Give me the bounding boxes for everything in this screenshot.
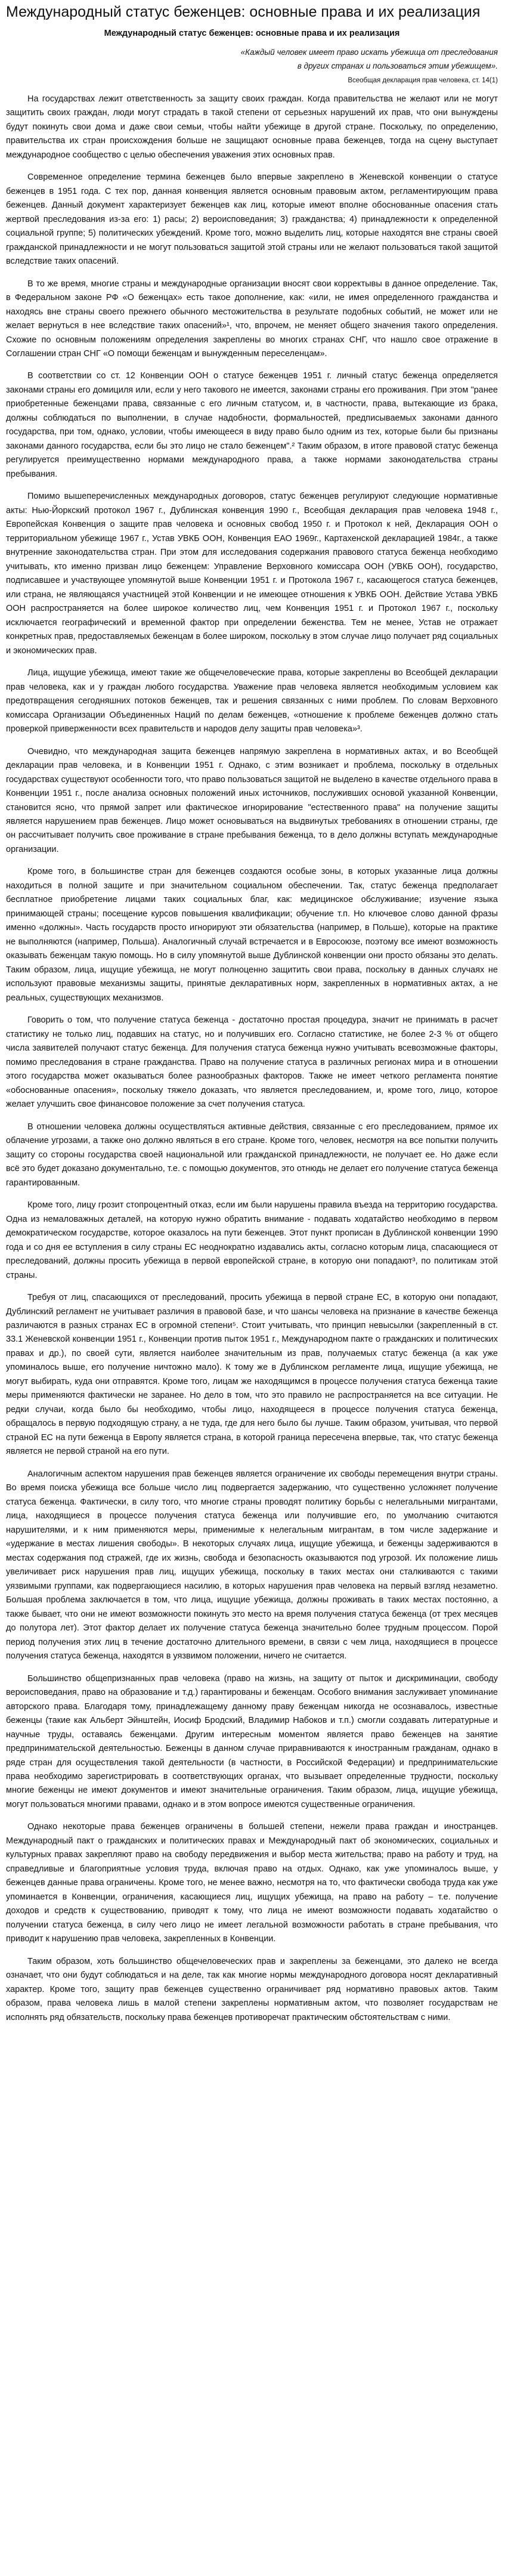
- epigraph-line: «Каждый человек имеет право искать убежища от преследования: [240, 47, 498, 57]
- paragraph: Требуя от лиц, спасающихся от преследований, просить убежища в первой стране ЕС, в которую они попадают, Дублинский регламент не учитывает различия в правовой базе, и что шансы человека на признание в качестве беженца различаются в разных странах ЕС в огромной степени⁵. Стоит учитывать, что принцип невысылки (закрепленный в ст. 33.1 Женевской конвенции 1951 г., Конвенции против пыток 1951 г., Международном пакте о гражданских и политических правах и др.), по своей сути, является наиболее значительным из прав, получаемых статус беженца (а как уже упоминалось выше, его получение ничтожно мало). К тому же в Дублинском регламенте лица, ищущие убежища, не могут выбирать, куда они отправятся. Кроме того, лицам же находящимся в процессе получения статуса беженца такие меры применяются фактически не заранее. Но дело в том, что это правило не распространяется на все ситуации. Не редки случаи, когда было бы необходимо, чтобы лицо, находящееся в процессе получения статуса беженца, обращалось в первую подходящую страну, а не туда, где для него было бы лучше. Таким образом, учитывая, что первой страной ЕС на пути беженца в Европу является страна, в которой граница пересечена впервые, так, что статус беженца является не первой страной на его пути.: [6, 1293, 498, 1457]
- paragraph: В то же время, многие страны и международные организации вносят свои корректывы в данное определение. Так, в Федеральном законе РФ «О беженцах» есть такое дополнение, как: «или, не имея определенного гражданства и находясь вне страны своего прежнего обычного местожительства в результате подобных событий, не может или не желает вернуться в нее вследствие таких опасений»¹, что, впрочем, не меняет общего значения такого определения. Схожие по основным положениям определения закреплены во многих странах СНГ, что нашло свое отражение в Соглашении стран СНГ «О помощи беженцам и вынужденным переселенцам».: [6, 279, 498, 359]
- epigraph-line: в других странах и пользоваться этим убежищем».: [297, 61, 498, 71]
- article-body: [6, 29, 498, 2025]
- epigraph-source: Всеобщая декларация прав человека, ст. 14(1): [348, 76, 498, 84]
- paragraph: Говорить о том, что получение статуса беженца - достаточно простая процедура, значит не принимать в расчет статистику не только лиц, подавших на статус, но и получивших его. Согласно статистике, не более 2-3 % от общего числа заявителей получают статус беженца. Для получения статуса беженца нужно учитывать всевозможные факторы, помимо преследования в стране гражданства. Право на получение статуса в различных регионах мира и в отношении этого государства может оказываться более разнообразных факторов. Также не имеет четкого регламента понятие «обоснованные опасения», поскольку тяжело доказать, что является преследованием, и, кроме того, лицо, которое желает улучшить свое финансовое положение за счет получения статуса.: [6, 1015, 498, 1110]
- paragraph: На государствах лежит ответственность за защиту своих граждан. Когда правительства не желают или не могут защитить своих граждан, люди могут страдать в такой степени от серьезных нарушений их прав, что они вынуждены будут покинуть свои дома и даже свои семьи, чтобы найти убежище в другой стране. Поскольку, по определению, правительства их стран происхождения больше не защищают основные права беженцев, тогда на сцену выступает международное сообщество с целью обеспечения уважения этих основных прав.: [6, 94, 498, 160]
- paragraph: Помимо вышеперечисленных международных договоров, статус беженцев регулируют следующие нормативные акты: Нью-Йоркский протокол 1967 г., Дублинская конвенция 1990 г., Всеобщая декларация прав человека 1948 г., Европейская Конвенция о защите прав человека и основных свобод 1950 г. и Протокол к ней, Декларация ООН о территориальном убежище 1967 г., Устав УВКБ ООН, Конвенция ЕАО 1969г., Картахенской декларацией 1984г., а также внутренние законодательства стран. При этом для исследования содержания правового статуса беженца необходимо учитывать, кто именно призван лицо беженцем: Управление Верховного комиссара ООН (УВКБ ООН), государство, подписавшее и участвующее упомянутой выше Конвенции 1951 г. и Протокола 1967 г., касающегося статуса беженцев, или страна, не являющаяся участницей этой Конвенции и не имеющее отношения к УВКБ ООН. Действие Устава УВКБ ООН распространяется на более широкое количество лиц, чем Конвенция 1951 г. и Протокол 1967 г., поскольку исключается географический и временной фактор при определении беженства. Тем не менее, Устав не отражает конкретных прав, предоставляемых беженцам в более широком, поскольку в этом случае лицо получает ряд социальных и экономических прав.: [6, 492, 498, 656]
- epigraph-quote: [6, 45, 498, 73]
- paragraph: Таким образом, хоть большинство общечеловеческих прав и закреплены за беженцами, это далеко не всегда означает, что они будут соблюдаться и на деле, так как многие нормы международного договора носят декларативный характер. Кроме того, защиту прав беженцев существенно ограничивает ряд нормативно правовых актов. Таким образом, права человека лишь в малой степени закреплены нормативным актом, что позволяет государствам не исполнять ряд обязательств, поскольку права беженцев противоречат практическим обстоятельствам с ними.: [6, 1956, 498, 2022]
- paragraph: Лица, ищущие убежища, имеют такие же общечеловеческие права, которые закреплены во Всеобщей декларации прав человека, как и у граждан любого государства. Уважение прав человека является необходимым условием как предотвращения сегодняшних потоков беженцев, так и решения связанных с ними проблем. По словам Верховного комиссара Организации Объединенных Наций по делам беженцев, «отношение к проблеме беженцев должно стать проверкой приверженности всех правительств и народов делу защиты прав человека»³.: [6, 668, 498, 734]
- paragraph: В соответствии со ст. 12 Конвенции ООН о статусе беженцев 1951 г. личный статус беженца определяется законами страны его домициля или, если у него такового не имеется, законами страны его проживания. При этом "ранее приобретенные беженцами права, связанные с его личным статусом, и, в частности, права, вытекающие из брака, должны соблюдаться по выполнении, в случае надобности, формальностей, предписываемых законами данного государства, при том, однако, условии, чтобы имеющееся в виду право было одним из тех, которые были бы признаны законами данного государства, если бы это лицо не стало беженцем".² Таким образом, в итоге правовой статус беженца регулируется преимущественно нормами международного права, а также нормами законодательства страны пребывания.: [6, 371, 498, 479]
- paragraph: Очевидно, что международная защита беженцев напрямую закреплена в нормативных актах, и во Всеобщей декларации прав человека, и в Конвенции 1951 г. Однако, с этим возникает и проблема, поскольку в отдельных государствах существуют особенности того, что право пользоваться защитой не выделено в качестве отдельного права в Конвенции 1951 г., после анализа основных положений иных источников, послуживших основой указанной Конвенции, становится ясно, что прямой запрет или фактическое игнорирование "естественного права" на получение защиты является нарушением прав беженцев. Лицо может основываться на выдвинутых требованиях в отношении страны, где он рассчитывает получить свое проживание в стране пребывания беженца, то в дело должны вступать международные организации.: [6, 746, 498, 854]
- paragraph: Большинство общепризнанных прав человека (право на жизнь, на защиту от пыток и дискриминации, свободу вероисповедания, право на образование и т.д.) гарантированы и беженцам. Особого внимания заслуживает упоминание авторского права. Благодаря тому, принадлежащему данному праву беженцам никогда не осознавалось, известные беженцы (такие как Альберт Эйнштейн, Иосиф Бродский, Владимир Набоков и т.п.) смогли создавать литературные и научные труды, оставаясь беженцами. Другим интересным моментом является право беженцев на занятие предпринимательской деятельностью. Беженцы в данном случае приравниваются к иностранным гражданам, однако в ряде стран для осуществления такой деятельности (в частности, в Российской Федерации) и предпринимательские права необходимо зарегистрировать в соответствующих органах, что вызывает определенные трудности, поскольку многие беженцы не имеют документов и имеют значительные ограничения. Таким образом, лица, ищущие убежища, могут пользоваться многими правами, однако и в этом вопросе имеются существенные ограничения.: [6, 1673, 498, 1809]
- paragraph: Кроме того, лицу грозит стопроцентный отказ, если им были нарушены правила въезда на территорию государства. Одна из немаловажных деталей, на которую нужно обратить внимание - подавать ходатайство необходимо в первом демократическом государстве, которое оказалось на пути беженцев. Этот пункт прописан в Дублинской конвенции 1990 года и со дня ее вступления в силу страны ЕС неоднократно издавались акты, согласно которым лица, спасающиеся от преследований, должны просить убежища в первой европейской стране, в которую они попадают³, по политикам этой страны.: [6, 1200, 498, 1280]
- article-heading: Международный статус беженцев: основные права и их реализация: [104, 28, 400, 38]
- paragraph: Кроме того, в большинстве стран для беженцев создаются особые зоны, в которых указанные лица должны находиться в полной защите и при значительном социальном обеспечении. Так, статус беженца предполагает бесплатное приобретение лицами таких социальных благ, как: медицинское обслуживание; изучение языка принимающей страны; посещение курсов повышения квалификации; обучение т.п. Но ключевое слово данной фразы именно «должны». Часть государств просто игнорируют эти обязательства (например, в Польше), которые на практике не выполняются (например, Польша). Аналогичный случай встречается и в Евросоюзе, поэтому все имеют возможность оказывать беженцам такую помощь. Но в силу упомянутой выше Дублинской конвенции они просто обязаны это делать. Таким образом, лица, ищущие убежища, не могут полноценно защитить свои права, поскольку в данных случаях не используют правовые механизмы защиты, принятые декларативных норм, закрепленных в нормативных актах, а не реальных, существующих механизмов.: [6, 867, 498, 1003]
- page-title: Международный статус беженцев: основные права и их реализация: [6, 4, 481, 20]
- paragraph: Аналогичным аспектом нарушения прав беженцев является ограничение их свободы перемещения внутри страны. Во время поиска убежища все больше число лиц подвергается задержанию, что существенно усложняет получение статуса беженца. Фактически, в силу того, что многие страны проводят политику борьбы с нелегальными мигрантами, лица, находящиеся в процессе получения статуса беженца или получившие его, по умолчанию считаются нарушителями, и к ним применяются меры, применимые к нелегальным мигрантам, в том числе задержание и «удержание в местах лишения свободы». В некоторых случаях лица, ищущие убежища, и беженцы задерживаются в местах содержания под стражей, где их жизнь, свобода и безопасность оказываются под угрозой. Их положение лишь увеличивает риск нарушения прав лиц, ищущих убежища, поскольку в таких местах они сталкиваются с такими уязвимыми группами, как подвергающиеся насилию, в которых нарушения прав человека на первый взгляд незаметно. Большая проблема заключается в том, что лица, ищущие убежища, должны проживать в таких местах постоянно, а также бывает, что они не имеют возможности покинуть это место на время получения статуса беженца (от трех месяцев до полутора лет). Этот фактор делает их получение статуса беженца значительно более трудным процессом. Порой период получения этих лиц в течение достаточно длительного времени, в связи с чем лица, находящиеся в процессе получения статуса беженца, находятся в уязвимом положении, ничего не считается.: [6, 1469, 498, 1661]
- paragraph: Однако некоторые права беженцев ограничены в большей степени, нежели права граждан и иностранцев. Международный пакт о гражданских и политических правах и Международный пакт об экономических, социальных и культурных правах закрепляют право на свободу передвижения и выбор места жительства; право на работу и труд, на справедливые и благоприятные условия труда, включая право на отдых. Однако, как уже упоминалось выше, у беженцев данные права ограничены. Кроме того, не менее важно, несмотря на то, что фактически свобода труда как уже упоминается в Конвенции, ограничения, касающиеся лиц, ищущих убежища, на право на работу – т.е. получение доходов и средств к существованию, приводят к тому, что лица не имеют возможности подавать ходатайство о получении статуса беженца, в силу чего лицо не имеет легальной возможности работать в стране пребывания, что приводит к нарушению прав человека, закрепленных в Конвенции.: [6, 1822, 498, 1944]
- paragraph: Современное определение термина беженцев было впервые закреплено в Женевской конвенции о статусе беженцев в 1951 года. С тех пор, данная конвенция является основным правовым актом, регламентирующим права беженцев. Данный документ характеризует беженцев как лиц, которые имеют вполне обоснованные опасения стать жертвой преследования из-за его: 1) расы; 2) вероисповедания; 3) гражданства; 4) принадлежности к определенной социальной группе; 5) политических убеждений. Кроме того, можно выделить лиц, которые находятся вне страны своей гражданской принадлежности и не могут пользоваться защитой этой страны или не желают пользоваться такой защитой вследствие таких опасений.: [6, 172, 498, 267]
- paragraph: В отношении человека должны осуществляться активные действия, связанные с его преследованием, прямое их облачение угрозами, а также оно должно являться в его стране. Кроме того, человек, несмотря на все попытки получить защиту со стороны государства своей национальной или гражданской принадлежности, не получает ее. Но даже если всё это будет доказано документально, т.е. с помощью документов, это отнюдь не делает его получение статуса беженца гарантированным.: [6, 1122, 498, 1188]
